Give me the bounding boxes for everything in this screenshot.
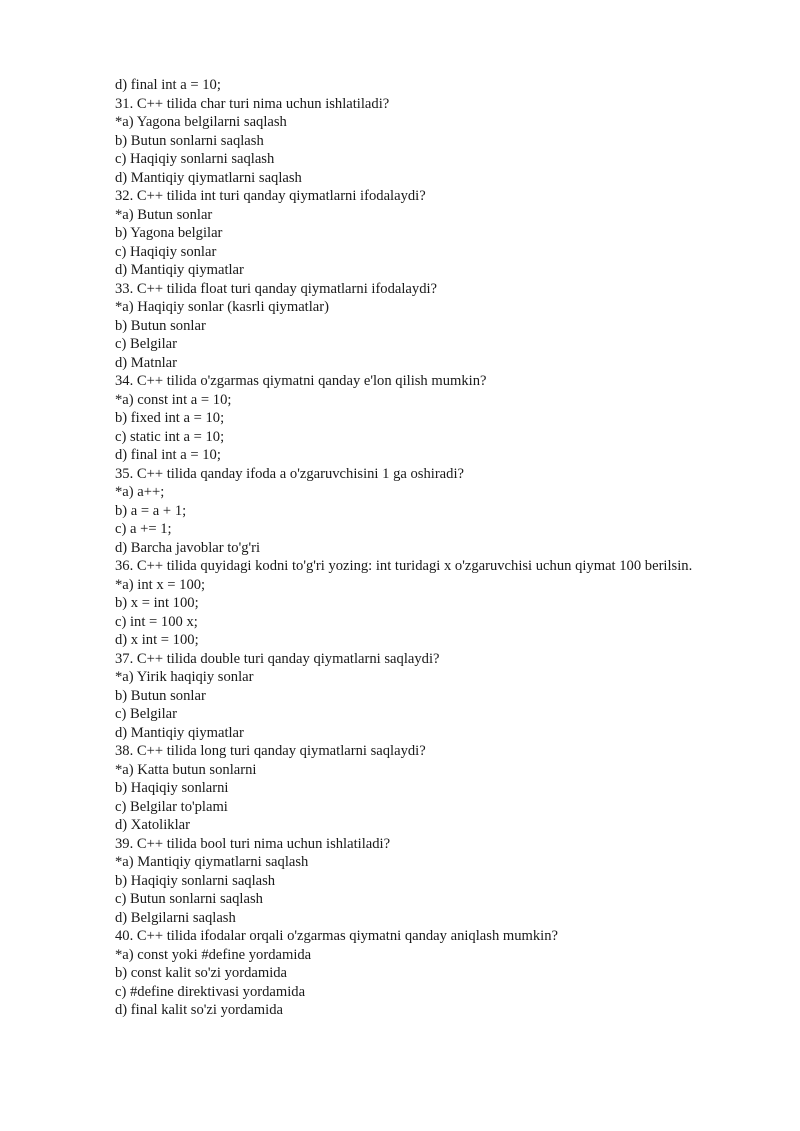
- answer-option: c) a += 1;: [115, 521, 172, 537]
- question-text: 39. C++ tilida bool turi nima uchun ishlatiladi?: [115, 835, 391, 852]
- answer-option: b) Haqiqiy sonlarni saqlash: [115, 872, 276, 889]
- answer-option: b) Yagona belgilar: [115, 225, 223, 241]
- correct-answer-option: *a) const int a = 10;: [115, 391, 232, 408]
- answer-option: d) Barcha javoblar to'g'ri: [115, 539, 261, 556]
- correct-answer-option: *a) Butun sonlar: [115, 206, 213, 223]
- question-text: 38. C++ tilida long turi qanday qiymatlarni saqlaydi?: [115, 743, 426, 759]
- answer-option: b) const kalit so'zi yordamida: [115, 965, 288, 981]
- correct-answer-option: *a) Mantiqiy qiymatlarni saqlash: [115, 854, 309, 870]
- answer-option: b) Butun sonlar: [115, 317, 206, 334]
- answer-option: c) int = 100 x;: [115, 613, 198, 630]
- answer-option: d) Mantiqiy qiymatlar: [115, 724, 244, 741]
- correct-answer-option: *a) Katta butun sonlarni: [115, 761, 257, 778]
- answer-option: d) final int a = 10;: [115, 447, 221, 463]
- correct-answer-option: *a) Haqiqiy sonlar (kasrli qiymatlar): [115, 299, 329, 315]
- correct-answer-option: *a) const yoki #define yordamida: [115, 946, 312, 963]
- answer-option: b) Haqiqiy sonlarni: [115, 780, 229, 796]
- answer-option: b) Butun sonlar: [115, 687, 206, 704]
- answer-option: c) #define direktivasi yordamida: [115, 983, 306, 1000]
- answer-option: c) Haqiqiy sonlar: [115, 243, 217, 260]
- answer-option: c) Butun sonlarni saqlash: [115, 891, 263, 907]
- question-text: 37. C++ tilida double turi qanday qiymatlarni saqlaydi?: [115, 650, 440, 667]
- answer-option: d) final int a = 10;: [115, 77, 221, 93]
- answer-option: c) Belgilar: [115, 706, 177, 722]
- question-text: 33. C++ tilida float turi qanday qiymatlarni ifodalaydi?: [115, 280, 438, 297]
- answer-option: d) final kalit so'zi yordamida: [115, 1002, 283, 1018]
- answer-option: c) Belgilar: [115, 336, 177, 352]
- answer-option: b) Butun sonlarni saqlash: [115, 132, 264, 149]
- answer-option: d) Matnlar: [115, 354, 178, 371]
- correct-answer-option: *a) Yirik haqiqiy sonlar: [115, 669, 254, 685]
- answer-option: d) x int = 100;: [115, 632, 199, 648]
- answer-option: c) Haqiqiy sonlarni saqlash: [115, 151, 275, 167]
- answer-option: d) Xatoliklar: [115, 817, 190, 833]
- answer-option: b) x = int 100;: [115, 595, 199, 611]
- question-text: 40. C++ tilida ifodalar orqali o'zgarmas qiymatni qanday aniqlash mumkin?: [115, 928, 559, 944]
- question-text: 32. C++ tilida int turi qanday qiymatlarni ifodalaydi?: [115, 188, 426, 204]
- answer-option: d) Belgilarni saqlash: [115, 909, 236, 926]
- answer-option: c) static int a = 10;: [115, 428, 225, 445]
- correct-answer-option: *a) a++;: [115, 484, 165, 500]
- question-text: 31. C++ tilida char turi nima uchun ishlatiladi?: [115, 95, 390, 112]
- correct-answer-option: *a) Yagona belgilarni saqlash: [115, 114, 287, 130]
- question-text: 36. C++ tilida quyidagi kodni to'g'ri yozing: int turidagi x o'zgaruvchisi uchun qiymat 100 berilsin.: [115, 558, 693, 574]
- answer-option: d) Mantiqiy qiymatlar: [115, 262, 244, 278]
- question-text: 35. C++ tilida qanday ifoda a o'zgaruvchisini 1 ga oshiradi?: [115, 465, 464, 482]
- document-body: [115, 76, 705, 1020]
- answer-option: b) a = a + 1;: [115, 502, 187, 519]
- correct-answer-option: *a) int x = 100;: [115, 576, 206, 593]
- answer-option: d) Mantiqiy qiymatlarni saqlash: [115, 169, 302, 186]
- answer-option: c) Belgilar to'plami: [115, 798, 228, 815]
- answer-option: b) fixed int a = 10;: [115, 410, 225, 426]
- question-text: 34. C++ tilida o'zgarmas qiymatni qanday e'lon qilish mumkin?: [115, 373, 487, 389]
